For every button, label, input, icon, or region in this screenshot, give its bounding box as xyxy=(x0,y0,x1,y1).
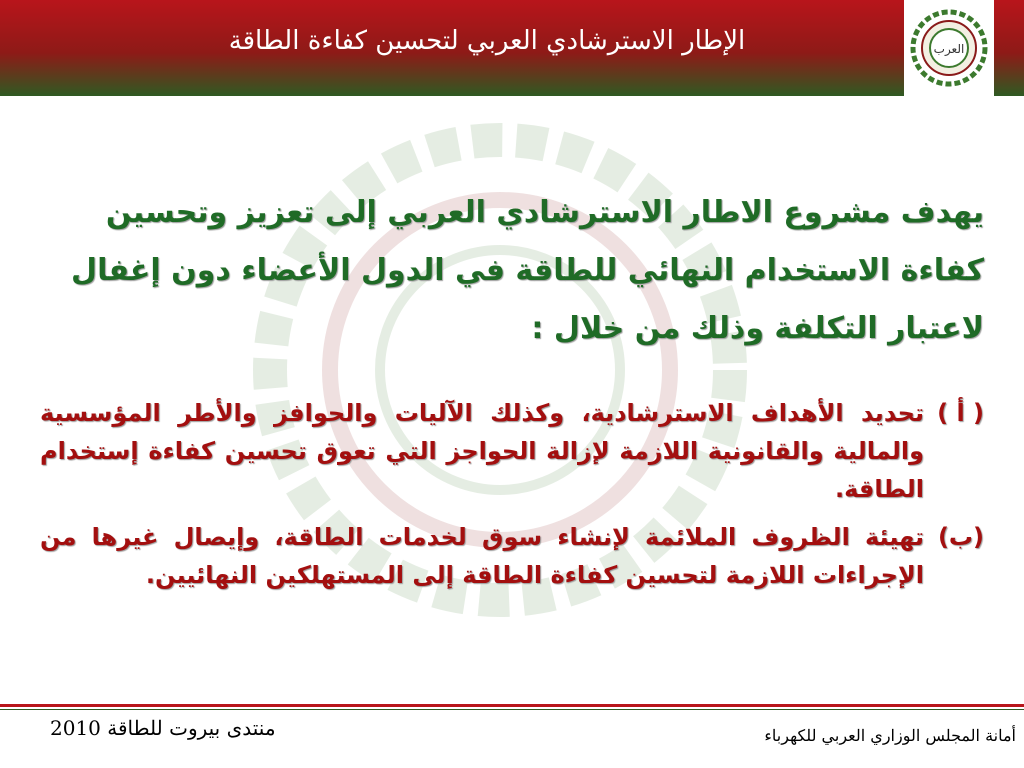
arab-league-emblem-icon xyxy=(908,8,990,88)
slide-title: الإطار الاسترشادي العربي لتحسين كفاءة الطاقة xyxy=(228,26,746,56)
footer-divider xyxy=(0,704,1024,707)
intro-paragraph: يهدف مشروع الاطار الاسترشادي العربي إلى تعزيز وتحسين كفاءة الاستخدام النهائي للطاقة في الدول الأعضاء دون إغفال لاعتبار التكلفة وذلك من خلال : xyxy=(71,195,984,346)
list-item xyxy=(40,518,984,594)
list-item xyxy=(40,394,984,508)
item-text: تهيئة الظروف الملائمة لإنشاء سوق لخدمات الطاقة، وإيصال غيرها من الإجراءات اللازمة لتحسين كفاءة الطاقة إلى المستهلكين النهائيين. xyxy=(40,523,924,589)
logo-container xyxy=(904,0,994,96)
footer-secretariat-label: أمانة المجلس الوزاري العربي للكهرباء xyxy=(764,726,1016,745)
header-bar xyxy=(0,0,1024,96)
svg-text:العرب: العرب xyxy=(933,42,965,56)
item-marker: (ب) xyxy=(937,523,984,551)
item-text: تحديد الأهداف الاسترشادية، وكذلك الآليات والحوافز والأطر المؤسسية والمالية والقانونية اللازمة لإزالة الحواجز التي تعوق تحسين كفاءة إستخدام الطاقة. xyxy=(40,399,924,503)
footer-divider-secondary xyxy=(0,709,1024,710)
footer-forum-label: منتدى بيروت للطاقة 2010 xyxy=(50,716,276,740)
item-marker: ( أ ) xyxy=(937,399,984,427)
objectives-list xyxy=(40,394,984,604)
